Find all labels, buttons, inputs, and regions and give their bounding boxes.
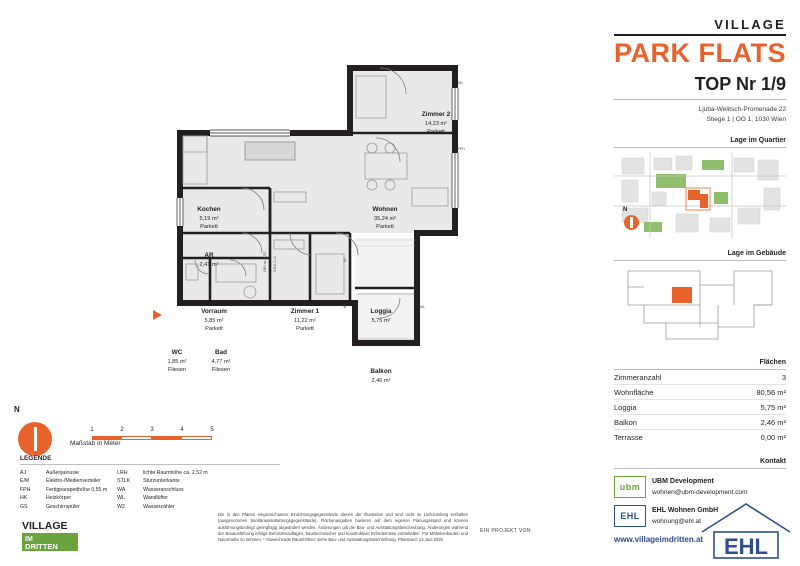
svg-text:AJ: AJ [343, 258, 347, 262]
svg-text:STLK 2,10: STLK 2,10 [273, 255, 277, 272]
areas-section [614, 359, 786, 444]
room-label-wc: WC 1,85 m² Fliesen [167, 349, 187, 373]
table-row [614, 385, 786, 400]
address-block [614, 105, 786, 125]
svg-text:W2: W2 [458, 81, 464, 85]
svg-text:WL: WL [420, 305, 426, 309]
table-row [614, 430, 786, 445]
disclaimer-text: Die in den Plänen eingezeichneten Einrichtungsgegenstände dienen der Illustration und sind nicht im Lieferumfang enthalten (ausgenommen Sanitäraussattattungsgegenstände). Flächenangaben basieren auf dem eigenen Planungsstand und können ausführungsbedingt geringfügig abgeändert werden. Änderungen gilt die Bau- und Ausstattungsbeschreibung. Änderungen während der Bauausführung infolge Behördenauflagen, baustechnischer und konstruktiver Erfordernisse vorbehalten. Für Möbeleinbauten und Naturmaße zu nehmen. * Abweichende Raumhöhen: siehe Bau- und Ausstattungsbeschreibung. Planstand: 12.Juni 2025 [218, 512, 468, 543]
legend-title: LEGENDE [20, 455, 52, 462]
room-label-zimmer-1: Zimmer 1 11,22 m² Parkett [290, 308, 320, 332]
contact-email[interactable]: wohnen@ubm-development.com [652, 488, 748, 496]
room-label-loggia: Loggia 5,75 m² [370, 308, 392, 324]
quarter-map [614, 152, 786, 238]
section-heading-building: Lage im Gebäude [727, 250, 786, 258]
area-label: Balkon [614, 415, 720, 430]
brand-block [614, 18, 786, 67]
website-link[interactable]: www.villageimdritten.at [614, 535, 704, 545]
quarter-map-north-label: N [623, 207, 628, 214]
svg-text:IM: IM [25, 536, 33, 543]
area-value: 80,56 m² [720, 385, 786, 400]
svg-text:FPH: FPH [458, 147, 465, 151]
section-heading-contact: Kontakt [759, 458, 786, 466]
area-label: Loggia [614, 400, 720, 415]
svg-text:DRITTEN: DRITTEN [25, 542, 58, 551]
contact-email[interactable]: wohnung@ehl.at [652, 517, 701, 525]
info-panel [604, 0, 800, 566]
legend [20, 455, 280, 511]
room-label-bad: Bad 4,77 m² Fliesen [211, 349, 231, 373]
entrance-arrow-icon [153, 310, 162, 320]
area-value: 5,75 m² [720, 400, 786, 415]
north-letter: N [14, 405, 20, 414]
projekt-von-label: EIN PROJEKT VON [480, 528, 531, 534]
ehl-watermark-text: EHL [724, 534, 768, 559]
village-im-dritten-logo [22, 517, 106, 551]
legend-column-right: LRH lichte Raumhöhe ca. 2,52 m STLK Sturzunterkante WA Wasseranschluss WL Wandlüfter W2 Wasserzähler [117, 470, 208, 510]
svg-text:VILLAGE: VILLAGE [22, 520, 68, 532]
areas-table [614, 370, 786, 444]
section-heading-areas: Flächen [759, 359, 786, 367]
area-label: Wohnfläche [614, 385, 720, 400]
brand-divider [614, 34, 786, 36]
table-row [614, 370, 786, 385]
area-label: Zimmeranzahl [614, 372, 662, 382]
contact-name: EHL Wohnen GmbH [652, 507, 719, 514]
area-value: 0,00 m² [720, 430, 786, 445]
contact-row-ubm [614, 476, 786, 498]
address-line-2: Stiege 1 | OG 1, 1030 Wien [706, 116, 786, 124]
room-label-balkon: Balkon 2,46 m² [370, 368, 392, 384]
room-label-ar: AR 2,41 m² [199, 252, 219, 268]
area-value: 2,46 m² [720, 415, 786, 430]
ubm-logo: ubm [614, 476, 646, 498]
room-label-wohnen: Wohnen 35,24 m² Parkett [372, 206, 398, 230]
building-map [614, 265, 786, 345]
section-heading-quarter: Lage im Quartier [730, 137, 786, 145]
legend-column-left: AJ Außenjalousie E/M Elektro-/Medienverteiler FPH Fertigparapetthöhe 0,55 m HK Heizkörper GS Geschirrspüler [20, 470, 108, 510]
address-line-1: Ljuba-Welitsch-Promenade 22 [698, 106, 786, 113]
scale-bar: 1 2 3 4 5 [92, 427, 212, 440]
scale-caption: Maßstab in Meter [70, 440, 121, 447]
ehl-logo: EHL [614, 505, 646, 527]
contact-name: UBM Development [652, 478, 714, 485]
brand-village-text: VILLAGE [714, 17, 786, 32]
svg-text:LRH ca. 2,52: LRH ca. 2,52 [263, 252, 267, 272]
svg-text:AJ: AJ [343, 304, 347, 308]
table-row [614, 400, 786, 415]
area-label: Terrasse [614, 430, 720, 445]
unit-number: TOP Nr 1/9 [694, 74, 786, 94]
ehl-watermark-logo [698, 498, 794, 560]
room-label-zimmer-2: Zimmer 2 14,23 m² Parkett [421, 111, 451, 135]
compass-icon [18, 422, 52, 456]
room-label-vorraum: Vorraum 5,85 m² Parkett [201, 308, 227, 332]
area-value: 3 [781, 372, 786, 382]
table-row [614, 415, 786, 430]
room-label-kochen: Kochen 5,19 m² Parkett [197, 206, 221, 230]
brand-parkflats-text: PARK FLATS [614, 38, 786, 68]
